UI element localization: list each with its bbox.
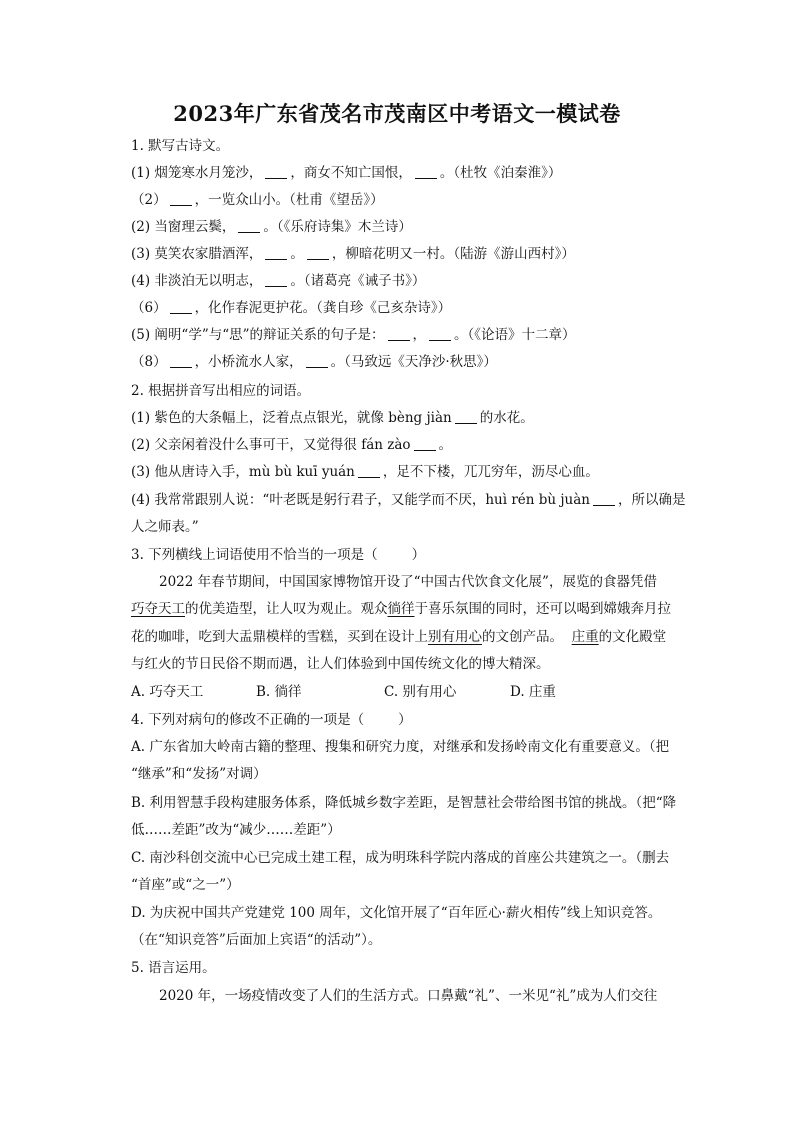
q5-passage: 2020 年，一场疫情改变了人们的生活方式。口鼻戴“礼”、一米见“礼”成为人们交往 <box>159 988 658 1004</box>
answer-blank[interactable] <box>265 272 287 287</box>
answer-blank[interactable] <box>265 245 287 260</box>
answer-blank[interactable] <box>238 218 260 233</box>
q4-option-a-cont: “继承”和“发扬”对调） <box>131 766 267 782</box>
option-c[interactable]: C. 别有用心 <box>384 684 457 700</box>
answer-blank[interactable] <box>170 353 192 368</box>
q4-option-b[interactable]: B. 利用智慧手段构建服务体系，降低城乡数字差距，是智慧社会带给图书馆的挑战。（把“降 <box>131 795 677 811</box>
q2-item: (1) 紫色的大条幅上，泛着点点银光，就像 bèng jiàn 的水花。 <box>131 410 534 426</box>
q4-option-c[interactable]: C. 南沙科创交流中心已完成土建工程，成为明珠科学院内落成的首座公共建筑之一。（删去 <box>131 850 670 866</box>
answer-blank[interactable] <box>306 353 328 368</box>
q4-option-c-cont: “首座”或“之一”） <box>131 877 240 893</box>
q3-passage: 2022 年春节期间，中国国家博物馆开设了“中国古代饮食文化展”，展览的食器凭借 <box>159 574 657 590</box>
q1-item: （2） ，一览众山小。（杜甫《望岳》） <box>131 192 384 208</box>
q3-passage: 与红火的节日民俗不期而遇，让人们体验到中国传统文化的博大精深。 <box>131 656 550 672</box>
answer-blank[interactable] <box>170 299 192 314</box>
q3-options <box>131 682 556 702</box>
answer-blank[interactable] <box>265 164 287 179</box>
q3-heading: 3. 下列横线上词语使用不恰当的一项是（ ） <box>131 547 426 563</box>
answer-blank[interactable] <box>455 409 477 424</box>
option-b[interactable]: B. 徜徉 <box>256 684 302 700</box>
answer-blank[interactable] <box>170 191 192 206</box>
q1-item: (5) 阐明“学”与“思”的辩证关系的句子是： ， 。（《论语》十二章） <box>131 327 576 343</box>
q1-item: (2) 当窗理云鬓， 。（《乐府诗集》木兰诗） <box>131 219 412 235</box>
q4-option-d[interactable]: D. 为庆祝中国共产党建党 100 周年，文化馆开展了“百年匠心·薪火相传”线上知识竞答。 <box>131 905 662 921</box>
answer-blank[interactable] <box>388 326 410 341</box>
q2-item: (4) 我常常跟别人说：“叶老既是躬行君子，又能学而不厌，huì rén bù juàn ，所以确是 <box>131 492 686 508</box>
q2-item: (2) 父亲闲着没什么事可干，又觉得很 fán zào 。 <box>131 437 453 453</box>
answer-blank[interactable] <box>415 164 437 179</box>
option-a[interactable]: A. 巧夺天工 <box>131 684 204 700</box>
answer-blank[interactable] <box>593 491 615 506</box>
answer-blank[interactable] <box>429 326 451 341</box>
q2-item: 人之师表。” <box>131 519 199 535</box>
q4-option-d-cont: （在“知识竞答”后面加上宾语“的活动”）。 <box>131 932 382 948</box>
q5-heading: 5. 语言运用。 <box>131 960 216 976</box>
q3-passage: 巧夺天工的优美造型，让人叹为观止。观众徜徉于喜乐氛围的同时，还可以喝到嫦娥奔月拉 <box>131 601 671 617</box>
q1-item: (1) 烟笼寒水月笼沙， ，商女不知亡国恨， 。（杜牧《泊秦淮》） <box>131 165 562 181</box>
q1-item: (3) 莫笑农家腊酒浑， 。 ，柳暗花明又一村。（陆游《游山西村》） <box>131 246 575 262</box>
q3-passage: 花的咖啡，吃到大盂鼎模样的雪糕，买到在设计上别有用心的文创产品。 庄重的文化殿堂 <box>131 629 667 645</box>
q4-option-b-cont: 低……差距”改为“减少……差距”） <box>131 822 341 838</box>
answer-blank[interactable] <box>414 436 436 451</box>
q2-heading: 2. 根据拼音写出相应的词语。 <box>131 383 311 399</box>
option-d[interactable]: D. 庄重 <box>510 684 556 700</box>
answer-blank[interactable] <box>358 463 380 478</box>
q1-item: （8） ，小桥流水人家， 。（马致远《天净沙·秋思》） <box>131 354 497 370</box>
q1-item: (4) 非淡泊无以明志， 。（诸葛亮《诫子书》） <box>131 273 426 289</box>
q4-option-a[interactable]: A. 广东省加大岭南古籍的整理、搜集和研究力度，对继承和发扬岭南文化有重要意义。（把 <box>131 739 670 755</box>
q4-heading: 4. 下列对病句的修改不正确的一项是（ ） <box>131 712 412 728</box>
q1-item: （6） ，化作春泥更护花。（龚自珍《己亥杂诗》） <box>131 300 452 316</box>
q1-heading: 1. 默写古诗文。 <box>131 138 230 154</box>
answer-blank[interactable] <box>307 245 329 260</box>
q2-item: (3) 他从唐诗入手，mù bù kuī yuán ，足不下楼，兀兀穷年，沥尽心血。 <box>131 464 599 480</box>
page-title: 2023年广东省茂名市茂南区中考语文一模试卷 <box>173 101 621 126</box>
